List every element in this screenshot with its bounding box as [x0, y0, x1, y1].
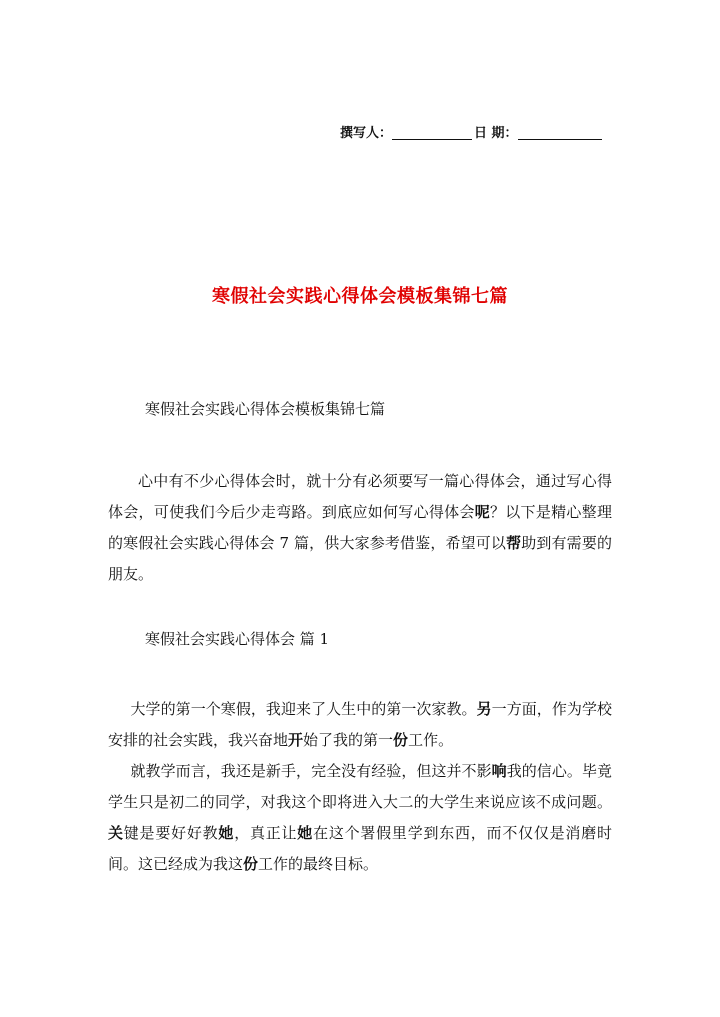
section1-paragraph-2 — [108, 756, 612, 880]
para1-bold-2: 开 — [288, 731, 304, 749]
intro-text-2: ？以下是精心整理的寒假社会实践心得体会 7 篇，供大家参考借鉴，希望可以 — [108, 503, 612, 552]
author-blank-field[interactable] — [392, 125, 472, 140]
para1-text-4: 工作。 — [408, 731, 454, 749]
section1-heading: 寒假社会实践心得体会 篇 1 — [145, 630, 330, 648]
para2-bold-3: 她 — [218, 824, 235, 842]
para1-bold-1: 另 — [476, 700, 492, 718]
para1-bold-3: 份 — [393, 731, 409, 749]
intro-bold-1: 呢 — [474, 503, 490, 521]
para1-text-2: 一方面，作为学校安排的社会实践，我兴奋地 — [108, 700, 612, 749]
para2-bold-2: 关 — [108, 824, 124, 842]
date-blank-field[interactable] — [518, 125, 602, 140]
para2-text-1: 就教学而言，我还是新手，完全没有经验，但这并不影 — [130, 762, 492, 780]
intro-text-1: 心中有不少心得体会时，就十分有必须要写一篇心得体会，通过写心得体会，可使我们今后少走弯路。到底应如何写心得体会 — [108, 472, 612, 521]
para2-bold-1: 响 — [491, 762, 507, 780]
para2-bold-5: 份 — [243, 855, 259, 873]
para2-text-2: 我的信心。毕竟学生只是初二的同学，对我这个即将进入大二的大学生来说应该不成问题。 — [108, 762, 612, 811]
para2-text-5: 在这个署假里学到东西，而不仅仅是消磨时间。这已经成为我这 — [108, 824, 612, 873]
para2-text-3: 键是要好好教 — [123, 824, 219, 842]
document-title: 寒假社会实践心得体会模板集锦七篇 — [212, 286, 508, 307]
date-label: 日 期： — [474, 126, 518, 141]
para1-text-3: 始了我的第一 — [303, 731, 394, 749]
para2-text-6: 工作的最终目标。 — [258, 855, 379, 873]
para1-text-1: 大学的第一个寒假，我迎来了人生中的第一次家教。 — [130, 700, 477, 718]
intro-paragraph — [108, 466, 612, 590]
para2-text-4: ，真正让 — [234, 824, 298, 842]
author-label: 撰写人： — [340, 126, 393, 141]
subtitle-heading: 寒假社会实践心得体会模板集锦七篇 — [145, 400, 386, 418]
intro-text-3: 助到有需要的朋友。 — [108, 534, 612, 583]
para2-bold-4: 她 — [297, 824, 314, 842]
intro-bold-2: 帮 — [506, 534, 522, 552]
section1-paragraph-1 — [108, 694, 612, 756]
author-date-line — [340, 124, 620, 144]
